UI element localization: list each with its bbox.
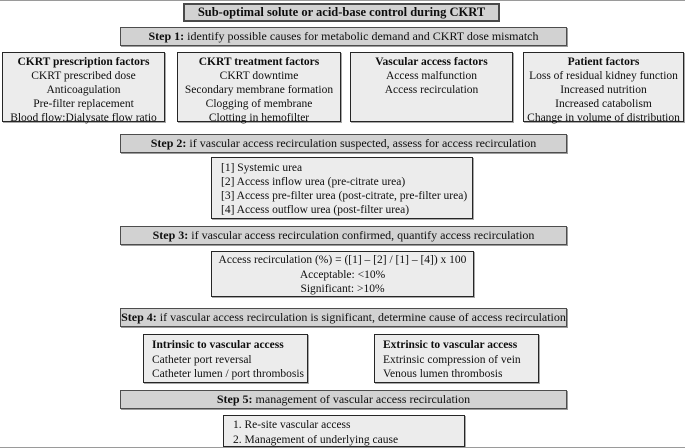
step-4-bar — [120, 308, 567, 327]
list-item: CKRT downtime — [219, 70, 299, 82]
list-item: Clotting in hemofilter — [208, 112, 310, 124]
list-item: Blood flow:Dialysate flow ratio — [10, 112, 157, 124]
factor-box-title: Patient factors — [567, 56, 640, 68]
step-1-bar — [120, 27, 567, 46]
intrinsic-cause-box — [143, 334, 308, 383]
step-5-bar — [120, 390, 567, 409]
step-4-text: if vascular access recirculation is significant, determine cause of access recirculation — [156, 310, 566, 324]
management-box — [223, 415, 465, 447]
step-4-label: Step 4: — [121, 310, 157, 324]
factor-box-title: Vascular access factors — [375, 56, 488, 68]
list-item: Anticoagulation — [46, 84, 121, 96]
cause-box-title: Intrinsic to vascular access — [152, 339, 284, 351]
list-item: Secondary membrane formation — [184, 84, 334, 96]
significant-threshold: Significant: >10% — [300, 283, 385, 295]
cause-box-title: Extrinsic to vascular access — [383, 339, 518, 351]
list-item: Extrinsic compression of vein — [383, 353, 521, 366]
list-item: Venous lumen thrombosis — [383, 368, 503, 380]
list-item: [4] Access outflow urea (post-filter urea) — [221, 204, 410, 216]
step-2-label: Step 2: — [150, 136, 187, 150]
list-item: 1. Re-site vascular access — [233, 419, 351, 431]
extrinsic-cause-box — [374, 334, 539, 383]
step-2-text: if vascular access recirculation suspected, assess for access recirculation — [186, 136, 537, 150]
list-item: Clogging of membrane — [205, 98, 313, 110]
list-item: Change in volume of distribution — [527, 112, 680, 124]
figure-title — [183, 3, 500, 22]
access-recirculation-formula-box — [211, 251, 474, 297]
step-3-text: if vascular access recirculation confirmed, quantify access recirculation — [188, 228, 535, 242]
step-3-bar — [120, 226, 567, 245]
step-2-bar — [120, 134, 567, 153]
step-5-text: management of vascular access recirculation — [252, 392, 471, 406]
acceptable-threshold: Acceptable: <10% — [299, 268, 386, 281]
list-item: Catheter port reversal — [152, 353, 252, 366]
list-item: [1] Systemic urea — [221, 162, 303, 174]
list-item: Access malfunction — [385, 70, 477, 82]
list-item: Pre-filter replacement — [33, 98, 134, 110]
access-recirculation-assessment-box — [211, 157, 473, 219]
list-item: Increased nutrition — [560, 84, 647, 96]
list-item: [3] Access pre-filter urea (post-citrate, pre-filter urea) — [221, 190, 468, 202]
list-item: CKRT prescribed dose — [31, 70, 136, 82]
list-item: Increased catabolism — [555, 98, 652, 110]
figure-title-text: Sub-optimal solute or acid-base control during CKRT — [197, 5, 486, 19]
list-item: Loss of residual kidney function — [529, 70, 678, 82]
step-5-label: Step 5: — [216, 392, 253, 406]
list-item: 2. Management of underlying cause — [233, 433, 399, 446]
ckrt-treatment-factors-box — [177, 52, 341, 122]
step-1-label: Step 1: — [148, 29, 185, 43]
list-item: Access recirculation — [384, 84, 479, 96]
list-item: Catheter lumen / port thrombosis — [152, 368, 305, 380]
step-3-label: Step 3: — [152, 228, 189, 242]
patient-factors-box — [523, 52, 684, 122]
list-item: [2] Access inflow urea (pre-citrate urea) — [221, 176, 406, 188]
step-1-text: identify possible causes for metabolic demand and CKRT dose mismatch — [184, 29, 539, 43]
ckrt-prescription-factors-box — [2, 52, 165, 122]
vascular-access-factors-box — [350, 52, 513, 122]
recirculation-formula: Access recirculation (%) = ([1] – [2] / [1] – [4]) x 100 — [218, 254, 467, 266]
factor-box-title: CKRT prescription factors — [17, 56, 150, 68]
factor-box-title: CKRT treatment factors — [198, 56, 320, 68]
